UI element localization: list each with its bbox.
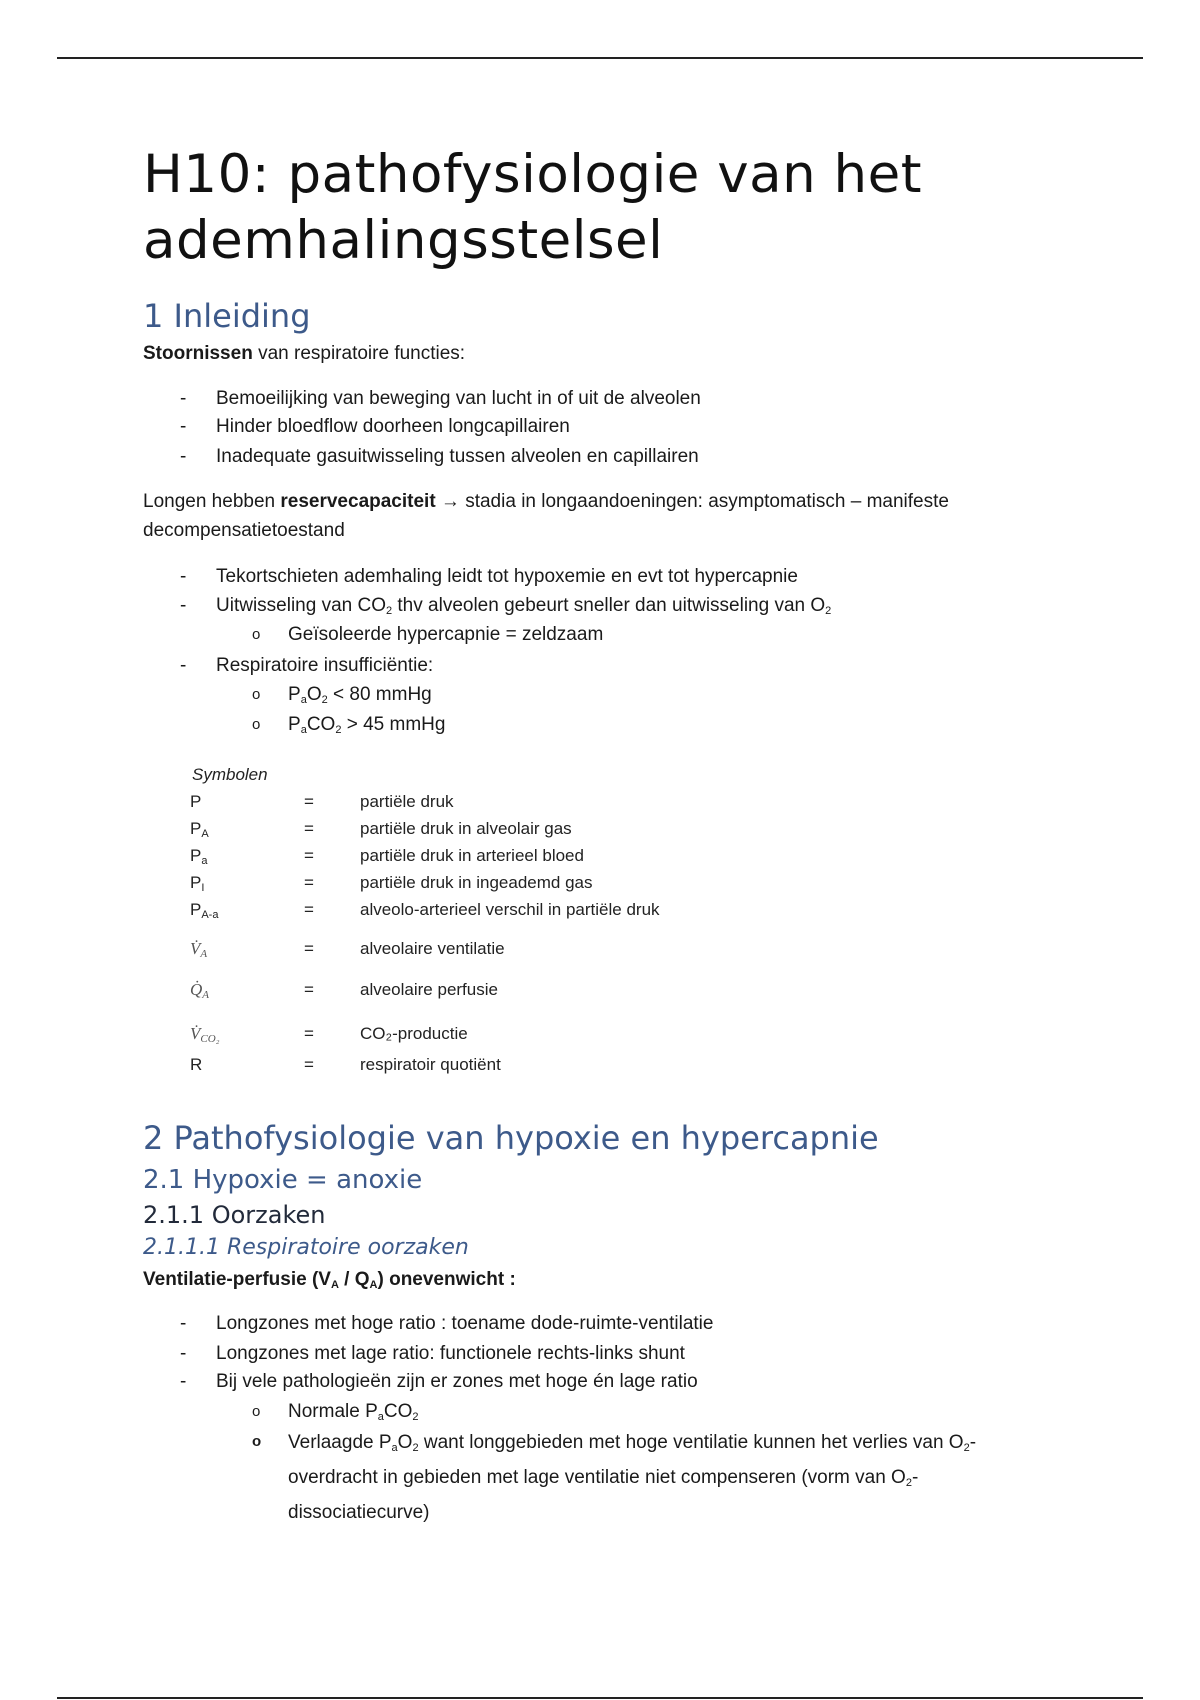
page-title: H10: pathofysiologie van het ademhalingsstelsel [143, 144, 923, 271]
symbol-row: $P_a$ = partiële druk in arterieel bloed [190, 846, 584, 867]
section1-intro: Stoornissen van respiratoire functies: [143, 343, 466, 364]
vq-imbalance-label: Ventilatie-perfusie $(V_A / Q_A)$ onevenwicht : [143, 1269, 516, 1291]
section2-heading: 2 Pathofysiologie van hypoxie en hypercapnie [143, 1119, 879, 1157]
top-rule [57, 57, 1143, 59]
symbol-row: $Q̇_A$ = alveolaire perfusie [190, 980, 498, 1001]
symbol-row: $V̇_{CO_2}$ = CO₂-productie [190, 1024, 468, 1045]
symbol-row: $P_I$ = partiële druk in ingeademd gas [190, 873, 593, 894]
reserve-paragraph: Longen hebben reservecapaciteit → stadia in longaandoeningen: asymptomatisch – manifeste decompensatietoestand [143, 491, 949, 541]
symbols-title: Symbolen [192, 765, 268, 784]
symbol-row: P = partiële druk [190, 792, 454, 811]
section1-heading: 1 Inleiding [143, 297, 311, 335]
section2-1-1-1-heading: 2.1.1.1 Respiratoire oorzaken [143, 1235, 469, 1260]
bottom-rule [57, 1697, 1143, 1699]
symbol-row: $P_A$ = partiële druk in alveolair gas [190, 819, 572, 840]
section2-1-1-heading: 2.1.1 Oorzaken [143, 1201, 326, 1229]
symbol-row: $V̇_A$ = alveolaire ventilatie [190, 939, 505, 960]
symbol-row: $P_{A-a}$ = alveolo-arterieel verschil in partiële druk [190, 900, 660, 921]
section2-1-heading: 2.1 Hypoxie = anoxie [143, 1165, 423, 1195]
symbol-row: R = respiratoir quotiënt [190, 1055, 501, 1074]
